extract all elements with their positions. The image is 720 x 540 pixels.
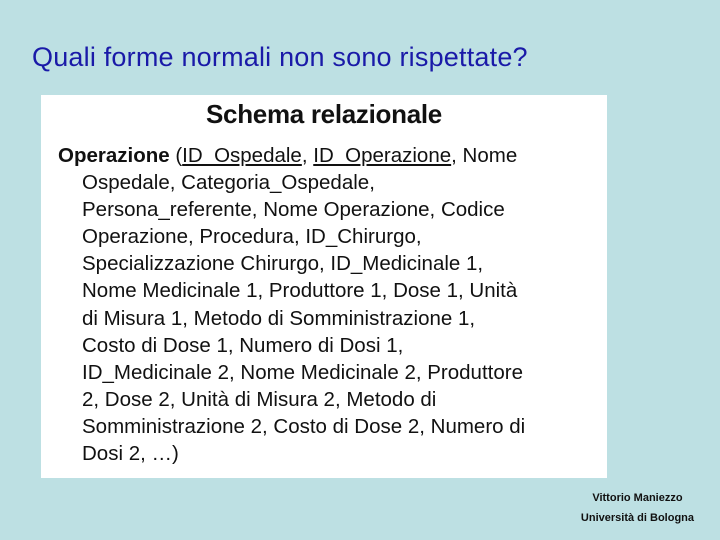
- relation-name: Operazione: [58, 144, 170, 167]
- schema-heading: Schema relazionale: [206, 99, 442, 129]
- primary-key-operazione: ID_Operazione: [313, 144, 452, 167]
- schema-line: Specializzazione Chirurgo, ID_Medicinale 1,: [82, 252, 484, 276]
- author-name: Vittorio Maniezzo: [592, 492, 683, 504]
- schema-line: 2, Dose 2, Unità di Misura 2, Metodo di: [82, 387, 437, 411]
- schema-line: Costo di Dose 1, Numero di Dosi 1,: [82, 333, 404, 357]
- university-name: Università di Bologna: [580, 512, 694, 524]
- schema-line-first: [58, 142, 598, 169]
- primary-key-ospedale: ID_Ospedale: [182, 144, 302, 167]
- schema-line: Operazione, Procedura, ID_Chirurgo,: [82, 225, 422, 249]
- line-rest: , Nome: [451, 144, 518, 167]
- open-paren: (: [169, 144, 183, 167]
- schema-line: Persona_referente, Nome Operazione, Codice: [82, 198, 505, 222]
- schema-line: Nome Medicinale 1, Produttore 1, Dose 1, Unità: [82, 279, 518, 303]
- schema-line: Somministrazione 2, Costo di Dose 2, Numero di: [82, 414, 526, 438]
- relation-schema: [58, 142, 598, 467]
- footer: [581, 488, 694, 528]
- separator: ,: [301, 144, 314, 167]
- schema-image: [41, 95, 607, 478]
- schema-line: di Misura 1, Metodo di Somministrazione 1,: [82, 306, 476, 330]
- schema-line: Dosi 2, …): [82, 442, 179, 466]
- schema-line: ID_Medicinale 2, Nome Medicinale 2, Produttore: [82, 360, 523, 384]
- schema-line: Ospedale, Categoria_Ospedale,: [82, 171, 375, 195]
- slide-title: Quali forme normali non sono rispettate?: [32, 42, 528, 72]
